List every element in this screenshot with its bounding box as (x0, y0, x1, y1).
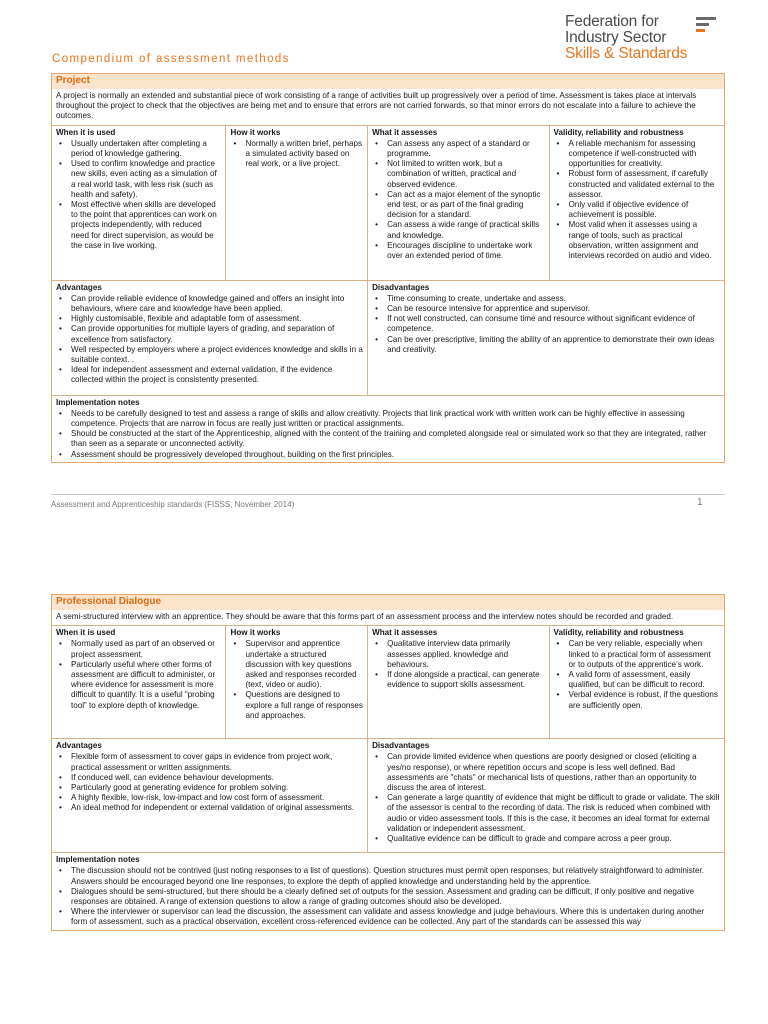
bullet-list (372, 139, 544, 261)
section-title: Project (52, 74, 724, 89)
bullet-list (372, 639, 544, 690)
list-item: • Can assess any aspect of a standard or programme. (372, 139, 544, 159)
bullet-list (56, 409, 720, 460)
footer-text: Assessment and Apprenticeship standards (FISSS, November 2014) (51, 500, 295, 509)
bullet-list (230, 639, 363, 721)
list-item: • Only valid if objective evidence of achievement is possible. (554, 200, 720, 220)
list-item: • Can be very reliable, especially when linked to a practical form of assessment or to outputs of the apprentice’s work. (554, 639, 720, 670)
list-item: • Flexible form of assessment to cover gaps in evidence from project work, practical assessment or written assignments. (56, 752, 363, 772)
list-item: • Needs to be carefully designed to test and assess a range of skills and allow creativity. Projects that link practical work with written work can be highly effective in assessing competence. Projects that are narrow in focus are really just written or practical assignments. (56, 409, 720, 429)
bullet-list (56, 639, 221, 710)
document-title: Compendium of assessment methods (52, 53, 290, 65)
list-item: • A valid form of assessment, easily qualified, but can be difficult to record. (554, 670, 720, 690)
column-heading: Implementation notes (56, 855, 140, 865)
bullet-list (56, 866, 720, 927)
column-heading: Disadvantages (372, 741, 430, 751)
list-item: • An ideal method for independent or external validation of original assessments. (56, 803, 363, 813)
footer-divider (51, 494, 725, 495)
implementation-column (52, 853, 724, 929)
pros-cons-row (52, 738, 724, 852)
implementation-column (52, 396, 724, 462)
column-heading: What it assesses (372, 628, 438, 638)
list-item: • Assessment should be progressively developed throughout, building on the first principles. (56, 450, 720, 460)
bullet-list (56, 294, 363, 386)
when-column (52, 626, 225, 738)
validity-column (549, 126, 724, 280)
list-item: • Verbal evidence is robust, if the questions are sufficiently open. (554, 690, 720, 710)
list-item: • If not well constructed, can consume time and resource without significant evidence of competence. (372, 314, 720, 334)
logo-line-2: Industry Sector (565, 29, 667, 46)
list-item: • Ideal for independent assessment and external validation, if the evidence collected within the project is consistently presented. (56, 365, 363, 385)
list-item: • Normally used as part of an observed or project assessment. (56, 639, 221, 659)
column-heading: Validity, reliability and robustness (553, 628, 684, 638)
implementation-row (52, 395, 724, 462)
list-item: • Usually undertaken after completing a period of knowledge gathering. (56, 139, 221, 159)
bullet-list (372, 752, 720, 844)
list-item: • Can be resource intensive for apprentice and supervisor. (372, 304, 720, 314)
column-heading: Implementation notes (56, 397, 140, 407)
how-column (225, 126, 367, 280)
advantages-column (52, 739, 367, 852)
list-item: • A highly flexible, low-risk, low-impact and low cost form of assessment. (56, 793, 363, 803)
list-item: • Most effective when skills are developed to the point that apprentices can work on projects independently, with reduced need for direct supervision, as would be the case in live working. (56, 200, 221, 251)
bullet-list (372, 294, 720, 355)
list-item: • A reliable mechanism for assessing competence if well-constructed with opportunities for creativity. (554, 139, 720, 170)
list-item: • The discussion should not be contrived (just noting responses to a list of questions). Question structures must permit open responses, but relatively straightforward to administer. Answers should be encouraged beyond one line responses, to explore the depth of applied knowledge and understanding held by the apprentice. (56, 866, 720, 886)
list-item: • Encourages discipline to undertake work over an extended period of time. (372, 241, 544, 261)
list-item: • Supervisor and apprentice undertake a structured discussion with key questions asked and responses recorded (text, video or audio). (230, 639, 363, 690)
bullet-list (554, 139, 720, 261)
list-item: • Qualitative interview data primarily assesses applied. knowledge and behaviours. (372, 639, 544, 670)
list-item: • Most valid when it assesses using a range of tools, such as practical observation, written assignment and interviews recorded on audio and video. (554, 220, 720, 261)
column-heading: Advantages (56, 282, 102, 292)
list-item: • Can provide opportunities for multiple layers of grading, and separation of excellence from satisfactory. (56, 324, 363, 344)
section-intro: A semi-structured interview with an apprentice. They should be aware that this forms part of an assessment process and the interview notes should be recorded and graded. (56, 612, 674, 621)
advantages-column (52, 281, 367, 395)
list-item: • Can provide reliable evidence of knowledge gained and offers an insight into behaviours, where care and knowledge have been applied. (56, 294, 363, 314)
section-title: Professional Dialogue (52, 595, 724, 610)
column-heading: Disadvantages (372, 282, 430, 292)
logo-line-1: Federation for (565, 13, 659, 30)
bullet-list (230, 139, 363, 170)
project-section (51, 73, 725, 463)
column-heading: What it assesses (372, 127, 438, 137)
list-item: • Should be constructed at the start of the Apprenticeship, aligned with the content of the training and completed alongside real or simulated work so that they are integrated, rather than seen as a separate or unconnected activity. (56, 429, 720, 449)
criteria-row (52, 625, 724, 738)
pros-cons-row (52, 280, 724, 395)
fisss-logo (565, 14, 725, 62)
list-item: • Where the interviewer or supervisor can lead the discussion, the assessment can validate and assess knowledge and judge behaviours. Where this is undertaken during another form of assessment, such as a practical observation, excellent cross-referenced evidence can be collected. Any part of the standards can be assessed this way (56, 907, 720, 927)
criteria-row (52, 125, 724, 280)
column-heading: When it is used (56, 628, 116, 638)
list-item: • Particularly good at generating evidence for problem solving. (56, 783, 363, 793)
list-item: • If conduced well, can evidence behaviour developments. (56, 773, 363, 783)
list-item: • Can assess a wide range of practical skills and knowledge. (372, 220, 544, 240)
list-item: • Robust form of assessment, if carefully constructed and validated external to the assessor. (554, 169, 720, 200)
column-heading: When it is used (56, 127, 116, 137)
list-item: • Questions are designed to explore a full range of responses and approaches. (230, 690, 363, 721)
list-item: • Can generate a large quantity of evidence that might be difficult to grade or validate. The skill of the assessor is central to the recording of data. The risk is reduced when combined with audio or video assessment tools. If this is the case, it becomes an ideal format for external validation or independent assessment. (372, 793, 720, 834)
list-item: • Particularly useful where other forms of assessment are difficult to administer, or where evidence for assessment is more difficult to quantify. It is a useful “probing tool” to explore depth of knowledge. (56, 660, 221, 711)
logo-bars-icon (696, 17, 716, 35)
page-number: 1 (697, 497, 703, 508)
list-item: • Normally a written brief, perhaps a simulated activity based on real work, or a live project. (230, 139, 363, 170)
how-column (225, 626, 367, 738)
list-item: • Can act as a major element of the synoptic end test, or as part of the final grading decision for a standard. (372, 190, 544, 221)
list-item: • Not limited to written work, but a combination of written, practical and observed evidence. (372, 159, 544, 190)
section-intro: A project is normally an extended and substantial piece of work consisting of a range of activities built up progressively over a period of time. Assessment is takes place at intervals throughout the project to check that the objectives are being met and to ensure that errors are not carried forwards, so that minor errors do not escalate into a failure to achieve the outcomes. (56, 91, 697, 121)
validity-column (549, 626, 724, 738)
list-item: • Can provide limited evidence when questions are poorly designed or closed (eliciting a yes/no response), or where repetition occurs and scope is less well defined. Bad assessments are "chats" or mechanical lists of questions, rather than an opportunity to discuss the area of interest. (372, 752, 720, 793)
what-column (367, 626, 548, 738)
list-item: • Can be over prescriptive, limiting the ability of an apprentice to demonstrate their own ideas and creativity. (372, 335, 720, 355)
list-item: • Well respected by employers where a project evidences knowledge and skills in a suitable context. . (56, 345, 363, 365)
implementation-row (52, 852, 724, 929)
list-item: • Dialogues should be semi-structured, but there should be a clearly defined set of outputs for the session. Assessment and grading can be difficult, if only positive and negative responses are obtained. A range of extension questions to allow a range of grading outcomes should also be developed. (56, 887, 720, 907)
column-heading: Validity, reliability and robustness (553, 127, 684, 137)
dialogue-section (51, 594, 725, 931)
list-item: • Time consuming to create, undertake and assess. (372, 294, 720, 304)
list-item: • Used to confirm knowledge and practice new skills, even acting as a simulation of a real world task, with less risk (such as health and safety). (56, 159, 221, 200)
bullet-list (554, 639, 720, 710)
logo-line-3: Skills & Standards (565, 45, 688, 62)
what-column (367, 126, 548, 280)
column-heading: How it works (230, 628, 281, 638)
list-item: • Highly customisable, flexible and adaptable form of assessment. (56, 314, 363, 324)
disadvantages-column (367, 739, 724, 852)
column-heading: How it works (230, 127, 281, 137)
list-item: • Qualitative evidence can be difficult to grade and compare across a peer group. (372, 834, 720, 844)
bullet-list (56, 139, 221, 251)
column-heading: Advantages (56, 741, 102, 751)
list-item: • If done alongside a practical, can generate evidence to support skills assessment. (372, 670, 544, 690)
when-column (52, 126, 225, 280)
disadvantages-column (367, 281, 724, 395)
bullet-list (56, 752, 363, 813)
